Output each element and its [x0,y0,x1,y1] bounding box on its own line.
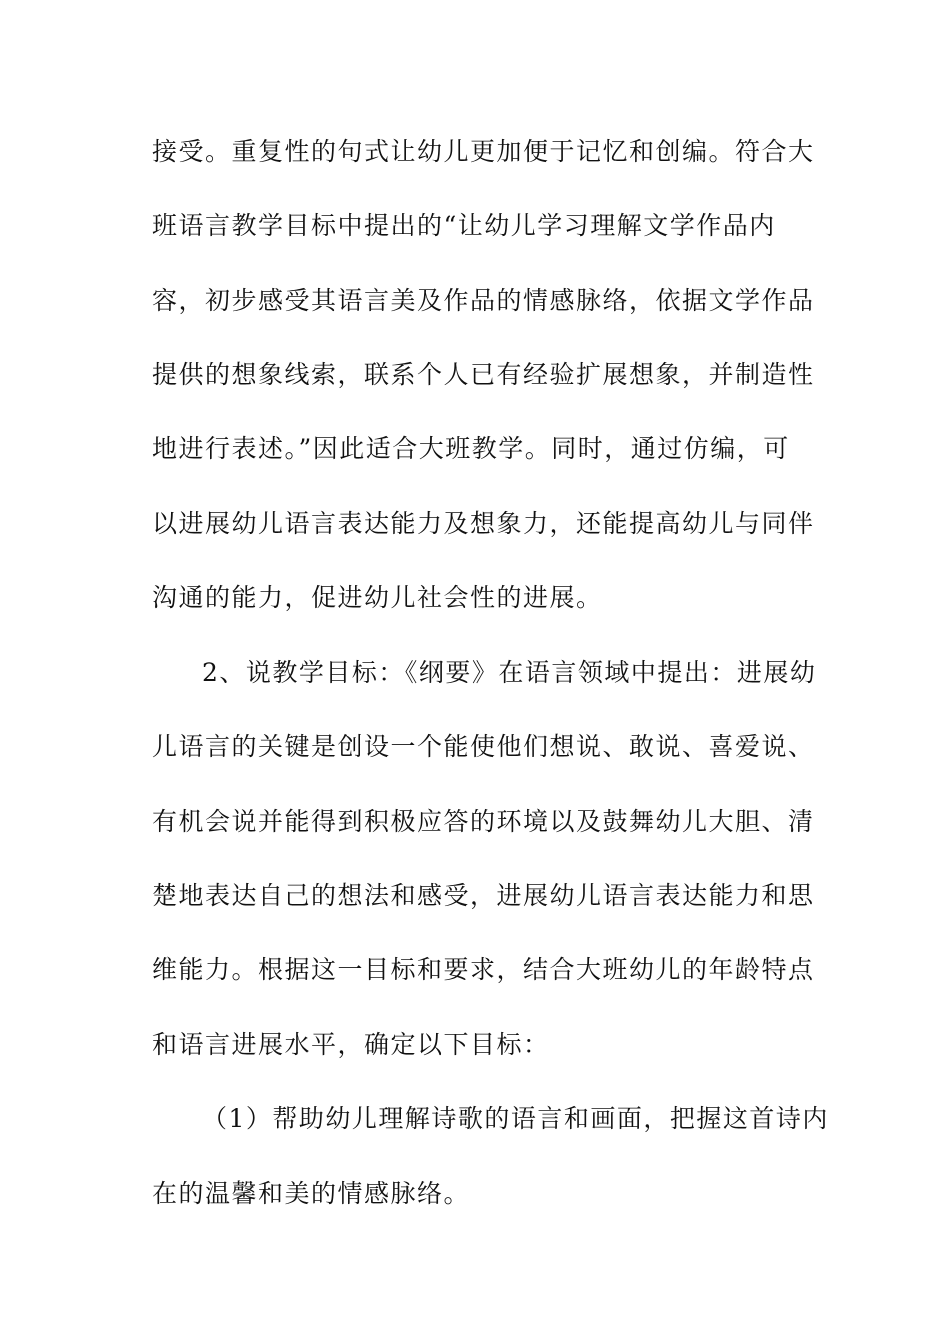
text-line: 以进展幼儿语言表达能力及想象力，还能提高幼儿与同伴 [152,509,815,538]
text-line: 提供的想象线索，联系个人已有经验扩展想象，并制造性 [152,360,815,389]
text-line: 地进行表述。”因此适合大班教学。同时，通过仿编，可 [152,434,790,463]
paragraph-start: （1）帮助幼儿理解诗歌的语言和画面，把握这首诗内 [202,1104,829,1133]
text-line: 容，初步感受其语言美及作品的情感脉络，依据文学作品 [152,286,815,315]
text-line: 沟通的能力，促进幼儿社会性的进展。 [152,583,603,612]
text-line: 班语言教学目标中提出的“让幼儿学习理解文学作品内 [152,211,776,240]
text-line: 有机会说并能得到积极应答的环境以及鼓舞幼儿大胆、清 [152,807,815,836]
text-line: 在的温馨和美的情感脉络。 [152,1179,471,1208]
text-line: 维能力。根据这一目标和要求，结合大班幼儿的年龄特点 [152,955,815,984]
text-line: 儿语言的关键是创设一个能使他们想说、敢说、喜爱说、 [152,732,815,761]
text-line: 接受。重复性的句式让幼儿更加便于记忆和创编。符合大 [152,137,815,166]
text-line: 楚地表达自己的想法和感受，进展幼儿语言表达能力和思 [152,881,815,910]
paragraph-start: 2、说教学目标：《纲要》在语言领域中提出：进展幼 [202,658,817,687]
text-line: 和语言进展水平，确定以下目标： [152,1030,550,1059]
